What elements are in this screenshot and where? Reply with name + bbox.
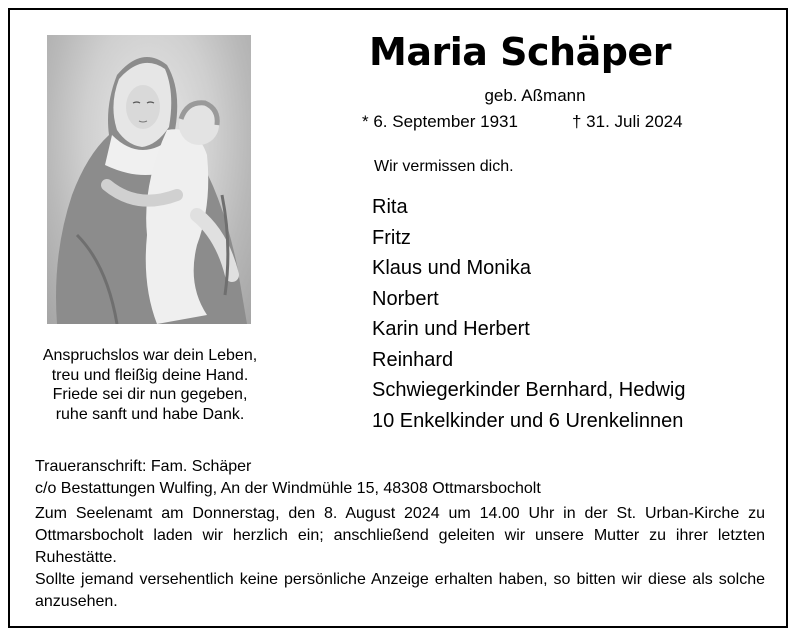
madonna-and-child-image bbox=[47, 35, 251, 324]
mourner-item: Norbert bbox=[372, 287, 439, 310]
deceased-name: Maria Schäper bbox=[369, 30, 671, 74]
address-line: c/o Bestattungen Wulfing, An der Windmühle 15, 48308 Ottmarsbocholt bbox=[35, 480, 541, 497]
service-announcement: Zum Seelenamt am Donnerstag, den 8. August 2024 um 14.00 Uhr in der St. Urban-Kirche zu Ottmarsbocholt laden wir herzlich ein; anschließend geleiten wir unsere Mutter zu ihrer letzten Ruhestätte. bbox=[35, 505, 765, 566]
mourner-item: 10 Enkelkinder und 6 Urenkelinnen bbox=[372, 409, 684, 432]
miss-line: Wir vermissen dich. bbox=[374, 158, 514, 175]
verse-line: Friede sei dir nun gegeben, bbox=[52, 386, 248, 403]
memorial-verse bbox=[30, 346, 270, 424]
mourner-item: Reinhard bbox=[372, 348, 454, 371]
mourning-address bbox=[35, 456, 541, 500]
verse-line: Anspruchslos war dein Leben, bbox=[42, 347, 258, 364]
maiden-name: geb. Aßmann bbox=[484, 86, 586, 105]
mourner-item: Karin und Herbert bbox=[372, 318, 530, 340]
verse-line: treu und fleißig deine Hand. bbox=[51, 366, 249, 384]
birth-date: * 6. September 1931 bbox=[362, 112, 518, 131]
mourner-item: Rita bbox=[372, 196, 408, 218]
mourners-list bbox=[372, 192, 686, 436]
mourner-item: Fritz bbox=[372, 226, 411, 249]
mourner-item: Klaus und Monika bbox=[372, 257, 531, 279]
closing-note: Sollte jemand versehentlich keine persönliche Anzeige erhalten haben, so bitten wir diese als solche anzusehen. bbox=[35, 571, 765, 610]
address-label: Traueranschrift: Fam. Schäper bbox=[35, 458, 252, 475]
madonna-and-child-icon bbox=[47, 35, 251, 324]
death-date: † 31. Juli 2024 bbox=[572, 112, 683, 131]
mourner-item: Schwiegerkinder Bernhard, Hedwig bbox=[372, 379, 686, 401]
verse-line: ruhe sanft und habe Dank. bbox=[55, 405, 245, 423]
